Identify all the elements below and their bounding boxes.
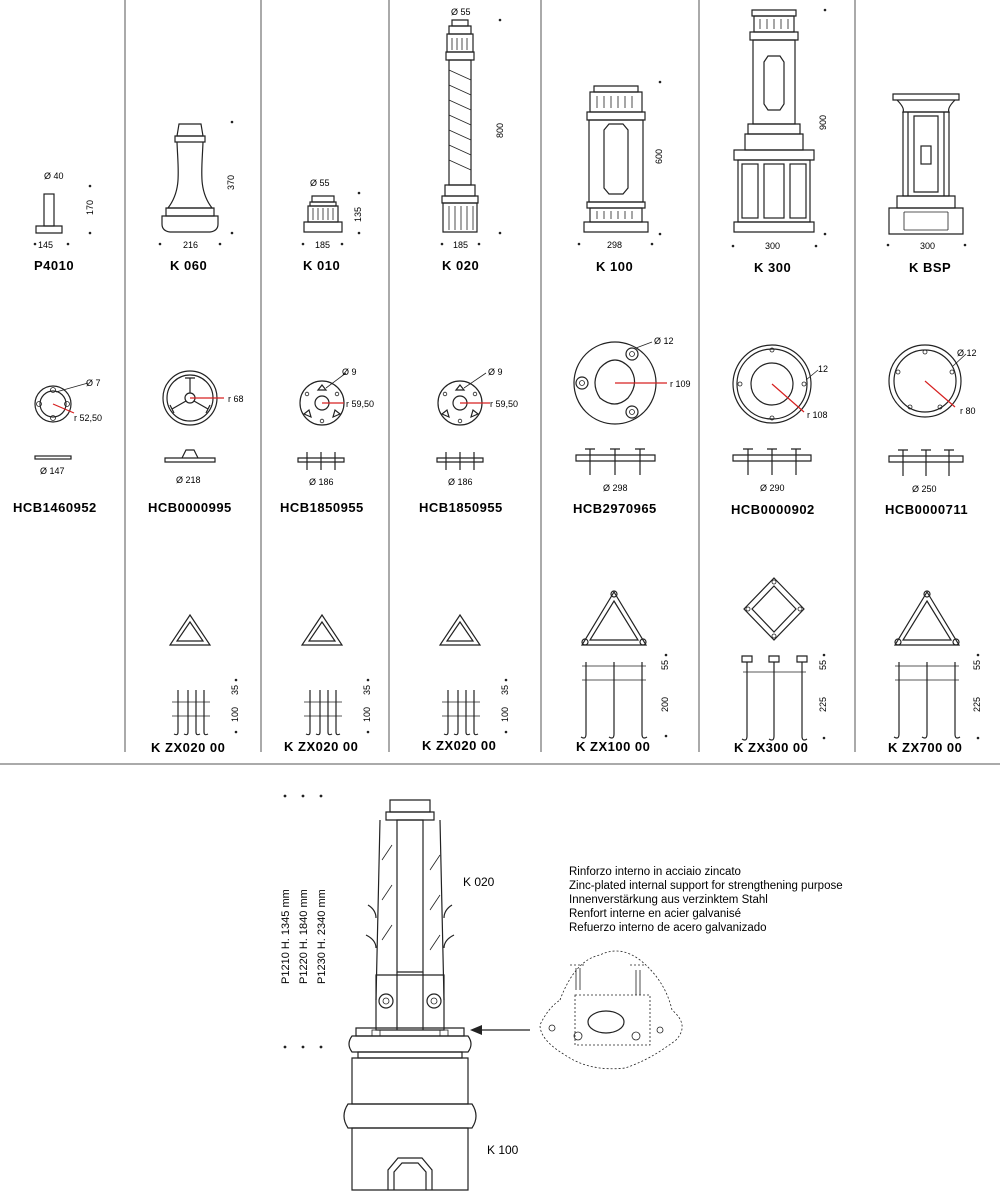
kzx100-anchor-a-label: 55 <box>660 659 670 670</box>
plate-code-hcb1850955-col3: HCB1850955 <box>419 500 503 515</box>
k300-width-label: 300 <box>765 241 781 251</box>
plate-code-hcb0000902: HCB0000902 <box>731 502 815 517</box>
plate-code-hcb0000995: HCB0000995 <box>148 500 232 515</box>
k300-height-label: 900 <box>818 114 828 130</box>
plate-hcb2970965-drawing <box>574 336 691 493</box>
hcb0000995-radius-label: r 68 <box>228 394 244 404</box>
hcb2970965-radius-label: r 109 <box>670 379 691 389</box>
model-label-k060: K 060 <box>170 258 208 273</box>
anchor-code-kzx100: K ZX100 00 <box>576 739 651 754</box>
anchor-kzx020-col2-drawing <box>302 615 372 735</box>
hcb1460952-radius-label: r 52,50 <box>74 413 103 423</box>
hcb1850955-col3-diameter-label: Ø 186 <box>448 477 473 487</box>
anchor-code-kzx020-col1: K ZX020 00 <box>151 740 226 755</box>
k010-diameter-label: Ø 55 <box>310 178 330 188</box>
hcb0000902-radius-label: r 108 <box>807 410 828 420</box>
kzx020-col1-anchor-a-label: 35 <box>230 684 240 695</box>
k100-height-label: 600 <box>654 148 664 164</box>
post-k020-drawing <box>441 7 505 250</box>
kzx300-anchor-a-label: 55 <box>818 659 828 670</box>
plate-hcb0000711-drawing <box>889 345 977 494</box>
model-label-k020: K 020 <box>442 258 480 273</box>
hcb1850955-col3-hole-label: Ø 9 <box>488 367 503 377</box>
plate-code-hcb0000711: HCB0000711 <box>885 502 969 517</box>
p4010-height-label: 170 <box>85 199 95 215</box>
kzx100-anchor-b-label: 200 <box>660 696 670 712</box>
hcb1850955-col2-hole-label: Ø 9 <box>342 367 357 377</box>
k100-width-label: 298 <box>607 240 623 250</box>
hcb1850955-col2-radius-label: r 59,50 <box>346 399 375 409</box>
plate-hcb0000995-drawing <box>163 371 244 485</box>
anchor-kzx100-drawing <box>581 591 670 738</box>
model-label-k300: K 300 <box>754 260 792 275</box>
post-kbsp-drawing <box>887 94 967 251</box>
kzx020-col3-anchor-a-label: 35 <box>500 684 510 695</box>
assembly-cutaway-drawing <box>344 800 476 1190</box>
k020-width-label: 185 <box>453 240 469 250</box>
reinforcement-insert-drawing <box>540 951 682 1069</box>
anchor-kzx300-drawing <box>742 578 828 740</box>
hcb0000711-diameter-label: Ø 250 <box>912 484 937 494</box>
hcb1850955-col3-radius-label: r 59,50 <box>490 399 519 409</box>
model-label-kbsp: K BSP <box>909 260 952 275</box>
note-italian: Rinforzo interno in acciaio zincato <box>569 866 741 878</box>
reinforcement-notes <box>569 866 843 934</box>
hcb1850955-col2-diameter-label: Ø 186 <box>309 477 334 487</box>
kzx020-col1-anchor-b-label: 100 <box>230 706 240 722</box>
hcb2970965-hole-label: Ø 12 <box>654 336 674 346</box>
k020-height-label: 800 <box>495 122 505 138</box>
anchor-code-kzx020-col3: K ZX020 00 <box>422 738 497 753</box>
model-label-k010: K 010 <box>303 258 341 273</box>
post-p4010-drawing <box>34 171 95 250</box>
anchor-code-kzx020-col2: K ZX020 00 <box>284 739 359 754</box>
model-label-p4010: P4010 <box>34 258 75 273</box>
kbsp-width-label: 300 <box>920 241 936 251</box>
anchor-code-kzx300: K ZX300 00 <box>734 740 809 755</box>
anchor-kzx020-col1-drawing <box>170 615 240 735</box>
assembly-label-k100: K 100 <box>487 1143 519 1157</box>
assembly-height-p1230: P1230 H. 2340 mm <box>316 889 328 984</box>
plate-code-hcb1850955-col2: HCB1850955 <box>280 500 364 515</box>
hcb0000711-radius-label: r 80 <box>960 406 976 416</box>
assembly-label-k020: K 020 <box>463 875 495 889</box>
post-k010-drawing <box>302 178 363 250</box>
plate-code-hcb1460952: HCB1460952 <box>13 500 97 515</box>
k010-width-label: 185 <box>315 240 331 250</box>
p4010-width-label: 145 <box>38 240 54 250</box>
post-k300-drawing <box>732 9 828 251</box>
assembly-height-labels <box>280 795 328 1049</box>
hcb0000902-diameter-label: Ø 290 <box>760 483 785 493</box>
plate-hcb0000902-drawing <box>733 345 828 493</box>
k060-width-label: 216 <box>183 240 199 250</box>
anchor-kzx700-drawing <box>894 591 982 739</box>
assembly-height-p1210: P1210 H. 1345 mm <box>280 889 292 984</box>
kzx700-anchor-b-label: 225 <box>972 696 982 712</box>
hcb0000711-hole-label: Ø 12 <box>957 348 977 358</box>
k010-height-label: 135 <box>353 206 363 222</box>
reinforcement-pointer-arrow <box>470 1025 530 1035</box>
assembly-height-p1220: P1220 H. 1840 mm <box>298 889 310 984</box>
post-k100-drawing <box>578 81 664 250</box>
plate-hcb1850955-col2-drawing <box>298 367 374 487</box>
note-german: Innenverstärkung aus verzinktem Stahl <box>569 894 768 906</box>
kzx020-col2-anchor-a-label: 35 <box>362 684 372 695</box>
anchor-code-kzx700: K ZX700 00 <box>888 740 963 755</box>
hcb1460952-diameter-label: Ø 147 <box>40 466 65 476</box>
kzx020-col2-anchor-b-label: 100 <box>362 706 372 722</box>
k060-height-label: 370 <box>226 174 236 190</box>
kzx700-anchor-a-label: 55 <box>972 659 982 670</box>
kzx020-col3-anchor-b-label: 100 <box>500 706 510 722</box>
k020-diameter-label: Ø 55 <box>451 7 471 17</box>
plate-hcb1460952-drawing <box>35 378 102 476</box>
hcb0000995-diameter-label: Ø 218 <box>176 475 201 485</box>
hcb0000902-hole-label: 12 <box>818 364 829 374</box>
anchor-kzx020-col3-drawing <box>440 615 510 735</box>
model-label-k100: K 100 <box>596 259 634 274</box>
p4010-diameter-label: Ø 40 <box>44 171 64 181</box>
hcb2970965-diameter-label: Ø 298 <box>603 483 628 493</box>
plate-hcb1850955-col3-drawing <box>437 367 518 487</box>
plate-code-hcb2970965: HCB2970965 <box>573 501 657 516</box>
note-english: Zinc-plated internal support for strengthening purpose <box>569 880 843 892</box>
post-k060-drawing <box>159 121 236 250</box>
hcb1460952-hole-label: Ø 7 <box>86 378 101 388</box>
note-spanish: Refuerzo interno de acero galvanizado <box>569 922 767 934</box>
kzx300-anchor-b-label: 225 <box>818 696 828 712</box>
note-french: Renfort interne en acier galvanisé <box>569 908 741 920</box>
